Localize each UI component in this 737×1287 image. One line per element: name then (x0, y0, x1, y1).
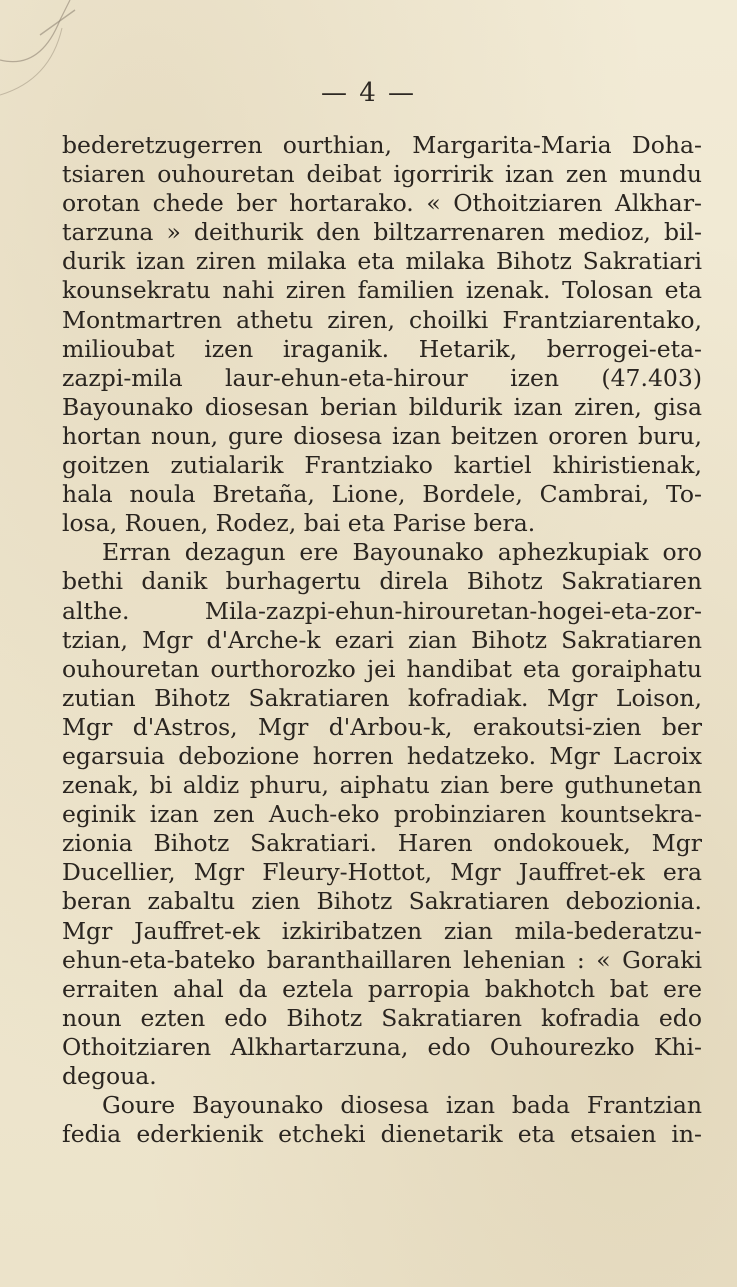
text-line: erraiten ahal da eztela parropia bakhotch bat ere (62, 974, 702, 1003)
text-line: egarsuia debozione horren hedatzeko. Mgr Lacroix (62, 741, 702, 770)
text-line: althe. Mila-zazpi-ehun-hirouretan-hogei-eta-zor- (62, 596, 702, 625)
text-line: tsiaren ouhouretan deibat igorririk izan zen mundu (62, 160, 702, 189)
text-line: losa, Rouen, Rodez, bai eta Parise bera. (62, 509, 536, 538)
text-line: zenak, bi aldiz phuru, aiphatu zian bere guthunetan (62, 771, 702, 800)
body-text (62, 131, 702, 1149)
text-line: fedia ederkienik etcheki dienetarik eta etsaien in- (62, 1120, 702, 1149)
text-line: zutian Bihotz Sakratiaren kofradiak. Mgr Loison, (62, 683, 702, 712)
text-line: Othoitziaren Alkhartarzuna, edo Ouhourezko Khi- (62, 1032, 702, 1061)
text-line: noun ezten edo Bihotz Sakratiaren kofradia edo (62, 1003, 702, 1032)
text-line: Bayounako diosesan berian bildurik izan ziren, gisa (62, 392, 702, 421)
text-line: durik izan ziren milaka eta milaka Bihotz Sakratiari (62, 247, 702, 276)
text-line: hala noula Bretaña, Lione, Bordele, Cambrai, To- (62, 480, 702, 509)
text-line: tzian, Mgr d'Arche-k ezari zian Bihotz Sakratiaren (62, 625, 702, 654)
text-line: bethi danik burhagertu direla Bihotz Sakratiaren (62, 567, 702, 596)
text-line: milioubat izen iraganik. Hetarik, berrogei-eta- (62, 334, 702, 363)
text-line: goitzen zutialarik Frantziako kartiel khiristienak, (62, 451, 702, 480)
text-line: ehun-eta-bateko baranthaillaren lehenian : « Goraki (62, 945, 702, 974)
text-line: bederetzugerren ourthian, Margarita-Maria Doha- (62, 131, 702, 159)
page-number: — 4 — (320, 78, 417, 108)
text-line: hortan noun, gure diosesa izan beitzen ororen buru, (62, 421, 702, 450)
text-line: beran zabaltu zien Bihotz Sakratiaren debozionia. (62, 887, 702, 916)
text-line: zazpi-mila laur-ehun-eta-hirour izen (47.403) (62, 363, 702, 392)
text-line: zionia Bihotz Sakratiari. Haren ondokouek, Mgr (62, 829, 702, 858)
text-line: eginik izan zen Auch-eko probinziaren kountsekra- (62, 800, 702, 829)
text-line: kounsekratu nahi ziren familien izenak. Tolosan eta (62, 276, 702, 305)
text-line: degoua. (62, 1062, 157, 1090)
text-line: tarzuna » deithurik den biltzarrenaren medioz, bil- (62, 218, 702, 247)
text-line: Montmartren athetu ziren, choilki Frantziarentako, (62, 305, 702, 334)
text-line: ouhouretan ourthorozko jei handibat eta goraiphatu (62, 654, 702, 683)
text-line: orotan chede ber hortarako. « Othoitziaren Alkhar- (62, 189, 702, 218)
text-line: Mgr d'Astros, Mgr d'Arbou-k, erakoutsi-zien ber (62, 712, 702, 741)
text-line: Ducellier, Mgr Fleury-Hottot, Mgr Jauffret-ek era (62, 858, 702, 887)
text-line: Goure Bayounako diosesa izan bada Frantzian (102, 1091, 702, 1120)
text-line: Mgr Jauffret-ek izkiribatzen zian mila-bederatzu- (62, 916, 702, 945)
text-line: Erran dezagun ere Bayounako aphezkupiak oro (102, 538, 702, 567)
